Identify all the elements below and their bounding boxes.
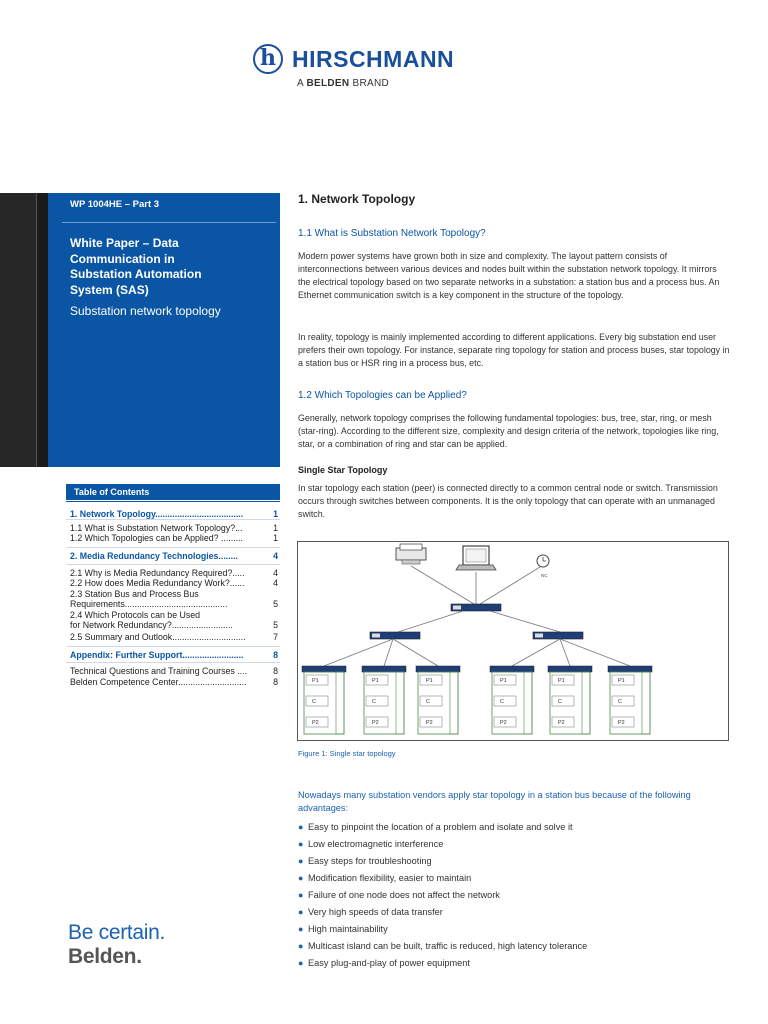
ied-device-label: P1 xyxy=(426,678,433,684)
paragraph-single-star: In star topology each station (peer) is connected directly to a common central node or switch. Transmission occurs through switches between components. It is the only topology that can operate with an unmanaged switch. xyxy=(298,483,718,519)
toc-separator xyxy=(66,547,280,548)
white-paper-title: White Paper – Data Communication in Substation Automation System (SAS) xyxy=(70,236,202,297)
advantage-item: ● Failure of one node does not affect the network xyxy=(298,887,730,904)
toc-entry-page: 8 xyxy=(273,666,278,676)
doc-id: WP 1004HE – Part 3 xyxy=(70,199,160,210)
toc-entry-page: 8 xyxy=(273,650,278,660)
brand-name: HIRSCHMANN xyxy=(292,46,455,72)
toc-entry-label: 1. Network Topology.................................... xyxy=(70,509,244,519)
toc-entry-label: 1.2 Which Topologies can be Applied? ......... xyxy=(70,533,243,543)
toc-entry-page: 5 xyxy=(273,620,278,630)
advantages-intro: Nowadays many substation vendors apply star topology in a station bus because of the following advantages: xyxy=(298,790,691,813)
white-paper-subtitle: Substation network topology xyxy=(70,304,221,318)
paragraph-1-1-a: Modern power systems have grown both in size and complexity. The layout pattern consists of interconnections between various devices and nodes built within the substation network topology. It mirrors the electrical topology based on two separate networks in a substation: a station bus and a process bus. An Ethernet communication switch is a key component in the structure of the topology. xyxy=(298,251,720,300)
tagline-be-certain: Be certain. xyxy=(68,921,166,944)
toc-entry-label: 2.3 Station Bus and Process Bus xyxy=(70,589,199,599)
clock-label: NC xyxy=(541,573,548,578)
advantage-item: ● Easy steps for troubleshooting xyxy=(298,853,730,870)
central-switch-icon xyxy=(451,604,501,611)
toc-entry-label: Requirements.......................................... xyxy=(70,599,228,609)
bay-switch-icon xyxy=(362,666,406,672)
paragraph-1-1-b: In reality, topology is mainly implemented according to different applications. Every big substation end user prefers their own topology. For instance, separate ring topology for station and process buses, star topology in a station bus or HSR ring in a process bus, etc. xyxy=(298,332,730,368)
toc-entry-label: Technical Questions and Training Courses .... xyxy=(70,666,248,676)
bay-switch-icon xyxy=(608,666,652,672)
printer-icon xyxy=(396,544,426,564)
advantage-item: ● Very high speeds of data transfer xyxy=(298,904,730,921)
ied-device-icon xyxy=(494,696,516,706)
toc-separator xyxy=(66,662,280,663)
figure-single-star-topology xyxy=(297,541,729,741)
bay-switch-icon xyxy=(416,666,460,672)
advantage-item: ● High maintainability xyxy=(298,921,730,938)
tagline-belden: Belden. xyxy=(68,945,142,968)
advantages-list xyxy=(298,819,730,972)
bullet-icon: ● xyxy=(298,924,304,934)
ied-device-label: P1 xyxy=(618,678,625,684)
subsection-1-2-title: 1.2 Which Topologies can be Applied? xyxy=(298,390,467,401)
toc-entry-label: 2.2 How does Media Redundancy Work?...... xyxy=(70,578,245,588)
right-switch-icon xyxy=(533,632,583,639)
ied-device-label: C xyxy=(500,699,504,705)
advantage-item: ● Easy to pinpoint the location of a problem and isolate and solve it xyxy=(298,819,730,836)
ied-device-label: P1 xyxy=(558,678,565,684)
ied-device-label: P2 xyxy=(500,720,507,726)
clock-icon xyxy=(537,555,549,578)
toc-entry-label: 2.4 Which Protocols can be Used xyxy=(70,610,201,620)
toc-separator xyxy=(66,519,280,520)
single-star-heading: Single Star Topology xyxy=(298,465,388,475)
hirschmann-logo-icon: h xyxy=(253,44,283,74)
bullet-icon: ● xyxy=(298,958,304,968)
ied-device-label: P1 xyxy=(500,678,507,684)
bullet-icon: ● xyxy=(298,873,304,883)
toc-separator xyxy=(66,646,280,647)
bay-switch-icon xyxy=(302,666,346,672)
toc-entry-label: for Network Redundancy?......................... xyxy=(70,620,233,630)
toc-entry-label: Appendix: Further Support......................... xyxy=(70,650,244,660)
ied-device-label: P2 xyxy=(618,720,625,726)
ied-device-label: C xyxy=(312,699,316,705)
figure-caption: Figure 1: Single star topology xyxy=(298,749,396,758)
bullet-icon: ● xyxy=(298,822,304,832)
advantage-item: ● Easy plug-and-play of power equipment xyxy=(298,955,730,972)
toc-entry-page: 1 xyxy=(273,533,278,543)
toc-entry-label: 2. Media Redundancy Technologies........ xyxy=(70,551,238,561)
ied-device-label: C xyxy=(372,699,376,705)
bullet-icon: ● xyxy=(298,907,304,917)
advantage-item: ● Low electromagnetic interference xyxy=(298,836,730,853)
toc-entry-label: Belden Competence Center............................ xyxy=(70,677,247,687)
subsection-1-1-title: 1.1 What is Substation Network Topology? xyxy=(298,228,486,239)
ied-group xyxy=(393,639,460,734)
laptop-icon xyxy=(456,546,496,570)
ied-device-icon xyxy=(420,696,442,706)
bay-switch-icon xyxy=(548,666,592,672)
panel-divider xyxy=(62,222,276,223)
toc-entry-page: 1 xyxy=(273,523,278,533)
brand-tagline: A BELDEN BRAND xyxy=(297,78,390,89)
advantage-item: ● Multicast island can be built, traffic is reduced, high latency tolerance xyxy=(298,938,730,955)
bay-switch-icon xyxy=(490,666,534,672)
ied-device-icon xyxy=(612,696,634,706)
bullet-icon: ● xyxy=(298,890,304,900)
ied-device-label: P2 xyxy=(426,720,433,726)
ied-group xyxy=(490,639,560,734)
toc-heading: Table of Contents xyxy=(66,484,280,500)
ied-group xyxy=(548,639,592,734)
advantage-item: ● Modification flexibility, easier to maintain xyxy=(298,870,730,887)
toc-entry-label: 1.1 What is Substation Network Topology?... xyxy=(70,523,243,533)
ied-device-label: P2 xyxy=(372,720,379,726)
toc-entry-page: 4 xyxy=(273,551,278,561)
bullet-icon: ● xyxy=(298,839,304,849)
toc-entry-page: 8 xyxy=(273,677,278,687)
toc-entry-page: 7 xyxy=(273,632,278,642)
topology-diagram xyxy=(298,542,728,740)
left-switch-icon xyxy=(370,632,420,639)
paragraph-1-2: Generally, network topology comprises the following fundamental topologies: bus, tree, star, ring, or mesh (star-ring). According to the different size, complexity and design criteria of the network, topologies like ring, star, or a combination of ring and star can be applied. xyxy=(298,413,719,449)
toc-entry-label: 2.5 Summary and Outlook.............................. xyxy=(70,632,246,642)
section-title: 1. Network Topology xyxy=(298,192,416,206)
ied-group xyxy=(362,639,406,734)
title-panel xyxy=(48,193,280,467)
ied-device-icon xyxy=(366,696,388,706)
toc-separator xyxy=(66,564,280,565)
toc-rule xyxy=(66,501,280,502)
bullet-icon: ● xyxy=(298,856,304,866)
toc-entry-page: 5 xyxy=(273,599,278,609)
ied-device-label: C xyxy=(618,699,622,705)
ied-device-label: P1 xyxy=(312,678,319,684)
bullet-icon: ● xyxy=(298,941,304,951)
ied-device-icon xyxy=(552,696,574,706)
toc-entry-label: 2.1 Why is Media Redundancy Required?..... xyxy=(70,568,245,578)
toc-entry-page: 4 xyxy=(273,578,278,588)
ied-device-label: C xyxy=(426,699,430,705)
toc-entry-page: 1 xyxy=(273,509,278,519)
ied-device-label: C xyxy=(558,699,562,705)
ied-device-label: P2 xyxy=(558,720,565,726)
toc-entry-page: 4 xyxy=(273,568,278,578)
ied-device-label: P1 xyxy=(372,678,379,684)
ied-device-icon xyxy=(306,696,328,706)
ied-device-label: P2 xyxy=(312,720,319,726)
